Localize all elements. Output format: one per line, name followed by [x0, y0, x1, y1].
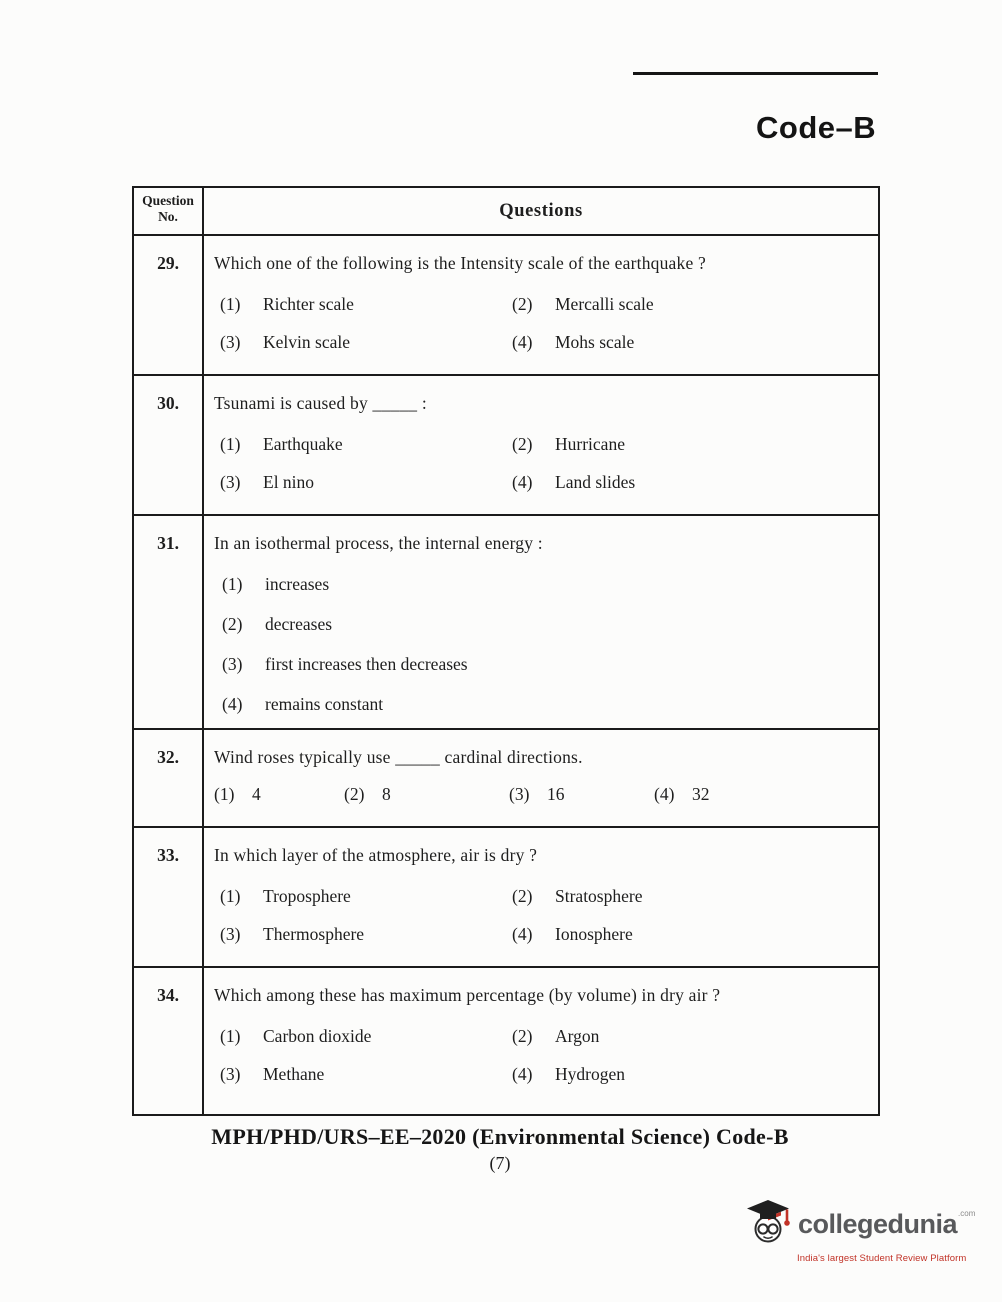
option	[512, 434, 866, 455]
header-questions: Questions	[204, 188, 878, 236]
question-text: Tsunami is caused by _____ :	[214, 393, 427, 413]
option-text: Methane	[263, 1064, 325, 1084]
question-number-text: 30.	[157, 393, 179, 413]
option	[220, 472, 512, 493]
option	[222, 614, 866, 635]
question-text: Which one of the following is the Intensity scale of the earthquake ?	[214, 253, 706, 273]
brand-tagline: India's largest Student Review Platform	[797, 1253, 967, 1264]
question-text: In an isothermal process, the internal energy :	[214, 533, 543, 553]
option-text: Hydrogen	[555, 1064, 625, 1084]
option-text: Kelvin scale	[263, 332, 350, 352]
option	[222, 694, 866, 715]
option-label: (3)	[220, 1064, 241, 1084]
option-label: (1)	[220, 886, 241, 906]
question-number-text: 33.	[157, 845, 179, 865]
option	[220, 886, 512, 907]
option-text: Mohs scale	[555, 332, 635, 352]
question-text: In which layer of the atmosphere, air is dry ?	[214, 845, 538, 865]
option	[220, 1064, 512, 1085]
option-label: (3)	[220, 472, 241, 492]
option-label: (3)	[222, 654, 243, 674]
question-row	[204, 376, 878, 516]
top-rule-line	[633, 72, 878, 75]
option	[654, 784, 866, 805]
question-text: Which among these has maximum percentage (by volume) in dry air ?	[214, 985, 721, 1005]
option-label: (1)	[220, 434, 241, 454]
option-label: (4)	[512, 472, 533, 492]
brand-name: collegedunia	[798, 1209, 958, 1239]
option	[214, 784, 344, 805]
option	[512, 886, 866, 907]
option-label: (4)	[654, 784, 675, 804]
question-number	[134, 236, 204, 376]
option-text: Earthquake	[263, 434, 343, 454]
option-text: Argon	[555, 1026, 600, 1046]
option-text: Mercalli scale	[555, 294, 654, 314]
option-label: (4)	[512, 332, 533, 352]
option-text: Hurricane	[555, 434, 625, 454]
brand-suffix: .com	[958, 1209, 976, 1218]
code-label: Code–B	[756, 110, 877, 145]
option	[512, 294, 866, 315]
option-text: remains constant	[265, 694, 384, 714]
option-label: (3)	[509, 784, 530, 804]
options-grid	[214, 434, 866, 493]
exam-code-footer: MPH/PHD/URS–EE–2020 (Environmental Science) Code-B	[211, 1124, 789, 1149]
question-text: Wind roses typically use _____ cardinal directions.	[214, 747, 583, 767]
option-text: Troposphere	[263, 886, 351, 906]
option-text: Ionosphere	[555, 924, 633, 944]
question-number-text: 34.	[157, 985, 179, 1005]
option	[220, 332, 512, 353]
question-number	[134, 516, 204, 730]
option-text: Thermosphere	[263, 924, 365, 944]
option	[220, 434, 512, 455]
question-number-text: 31.	[157, 533, 179, 553]
option	[512, 1064, 866, 1085]
option	[220, 924, 512, 945]
option-label: (3)	[220, 924, 241, 944]
option-label: (3)	[220, 332, 241, 352]
option-text: 32	[692, 784, 710, 804]
option-text: Stratosphere	[555, 886, 643, 906]
graduate-mascot-icon	[745, 1198, 791, 1251]
option-label: (4)	[512, 924, 533, 944]
option	[222, 654, 866, 675]
option-text: 4	[252, 784, 261, 804]
option	[220, 294, 512, 315]
options-grid	[214, 294, 866, 353]
page-footer	[120, 1124, 880, 1174]
option-text: 16	[547, 784, 565, 804]
option-label: (1)	[222, 574, 243, 594]
option-label: (1)	[214, 784, 235, 804]
option-text: Land slides	[555, 472, 636, 492]
question-row	[204, 968, 878, 1114]
question-number-text: 29.	[157, 253, 179, 273]
option-label: (2)	[344, 784, 365, 804]
option-text: decreases	[265, 614, 333, 634]
option	[512, 472, 866, 493]
question-row	[204, 236, 878, 376]
question-number-text: 32.	[157, 747, 179, 767]
option	[509, 784, 654, 805]
header-question-no: Question No.	[134, 188, 204, 236]
option-text: Richter scale	[263, 294, 354, 314]
option-label: (2)	[222, 614, 243, 634]
option	[512, 924, 866, 945]
option	[344, 784, 509, 805]
question-row	[204, 516, 878, 730]
option-label: (2)	[512, 294, 533, 314]
options-grid	[214, 1026, 866, 1085]
question-number	[134, 730, 204, 828]
option	[512, 332, 866, 353]
collegedunia-logo	[745, 1198, 980, 1264]
option-text: El nino	[263, 472, 315, 492]
question-row	[204, 730, 878, 828]
option-label: (2)	[512, 434, 533, 454]
option-label: (1)	[220, 1026, 241, 1046]
options-grid	[214, 886, 866, 945]
option	[512, 1026, 866, 1047]
option-text: first increases then decreases	[265, 654, 468, 674]
page-number: (7)	[489, 1153, 511, 1173]
question-row	[204, 828, 878, 968]
question-number	[134, 828, 204, 968]
question-number	[134, 376, 204, 516]
option-label: (1)	[220, 294, 241, 314]
option-text: Carbon dioxide	[263, 1026, 372, 1046]
options-row	[214, 784, 866, 805]
option-label: (2)	[512, 886, 533, 906]
options-list	[214, 574, 866, 715]
questions-table	[132, 186, 880, 1116]
option-text: increases	[265, 574, 330, 594]
option	[222, 574, 866, 595]
option	[220, 1026, 512, 1047]
question-number	[134, 968, 204, 1114]
option-label: (4)	[512, 1064, 533, 1084]
option-label: (4)	[222, 694, 243, 714]
option-text: 8	[382, 784, 391, 804]
option-label: (2)	[512, 1026, 533, 1046]
